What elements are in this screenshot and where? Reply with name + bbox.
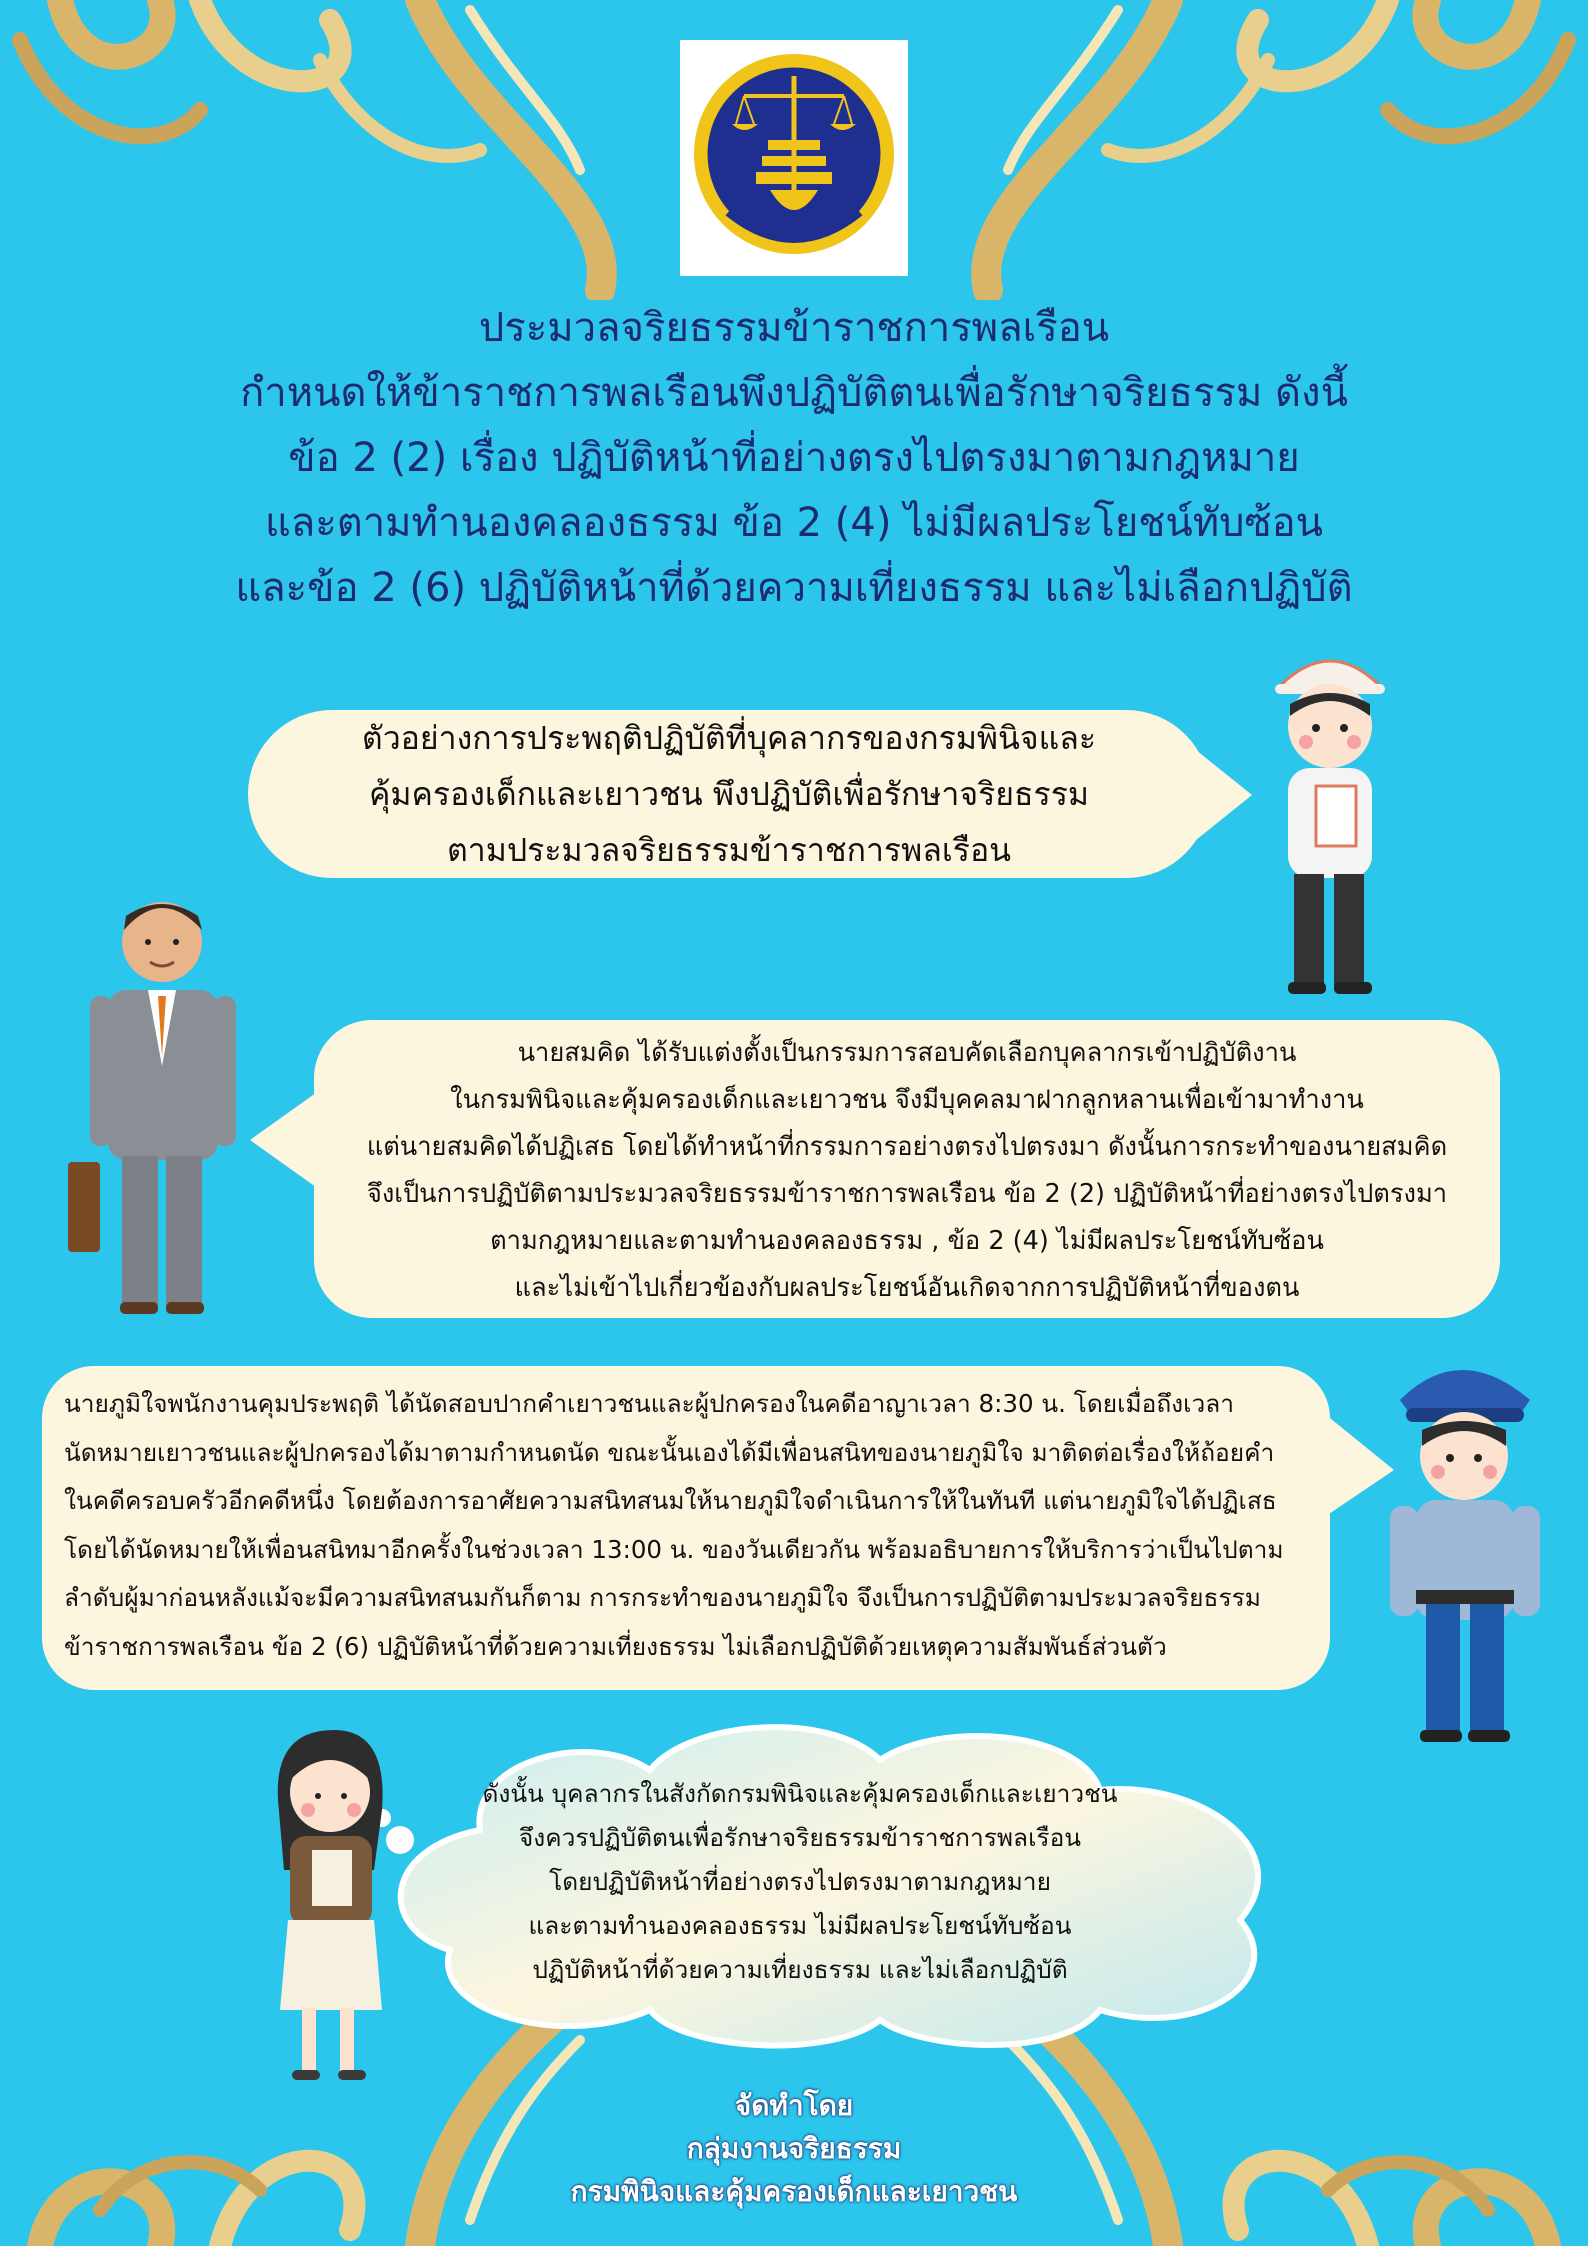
example-1-speech-bubble — [314, 1020, 1500, 1318]
conclusion-cloud — [420, 1772, 1180, 1992]
title-line: ข้อ 2 (2) เรื่อง ปฏิบัติหน้าที่อย่างตรงไปตรงมาตามกฎหมาย — [288, 435, 1300, 481]
gold-ornament-top-right-icon — [948, 0, 1588, 300]
title-line: และข้อ 2 (6) ปฏิบัติหน้าที่ด้วยความเที่ยงธรรม และไม่เลือกปฏิบัติ — [235, 565, 1353, 611]
conclusion-line: จึงควรปฏิบัติตนเพื่อรักษาจริยธรรมข้าราชการพลเรือน — [518, 1823, 1082, 1852]
title-block — [100, 296, 1488, 621]
example-1-line: และไม่เข้าไปเกี่ยวข้องกับผลประโยชน์อันเกิดจากการปฏิบัติหน้าที่ของตน — [514, 1273, 1300, 1303]
credits-line: กลุ่มงานจริยธรรม — [686, 2132, 902, 2165]
intro-line: ตามประมวลจริยธรรมข้าราชการพลเรือน — [446, 831, 1012, 869]
example-2-line: นัดหมายเยาวชนและผู้ปกครองได้มาตามกำหนดนัด ขณะนั้นเองได้มีเพื่อนสนิทของนายภูมิใจ มาติดต่อเรื่องให้ถ้อยคำ — [64, 1437, 1275, 1467]
title-line: ประมวลจริยธรรมข้าราชการพลเรือน — [478, 305, 1110, 351]
example-2-speech-bubble — [42, 1366, 1330, 1690]
woman-character-icon — [254, 1720, 404, 2090]
example-1-line: ในกรมพินิจและคุ้มครองเด็กและเยาวชน จึงมีบุคคลมาฝากลูกหลานเพื่อเข้ามาทำงาน — [450, 1085, 1364, 1115]
example-2-line: ข้าราชการพลเรือน ข้อ 2 (6) ปฏิบัติหน้าที่ด้วยความเที่ยงธรรม ไม่เลือกปฏิบัติด้วยเหตุความสัมพันธ์ส่วนตัว — [64, 1631, 1167, 1661]
title-line: กำหนดให้ข้าราชการพลเรือนพึงปฏิบัติตนเพื่อรักษาจริยธรรม ดังนี้ — [240, 370, 1348, 416]
intro-line: คุ้มครองเด็กและเยาวชน พึงปฏิบัติเพื่อรักษาจริยธรรม — [368, 775, 1089, 813]
example-1-line: แต่นายสมคิดได้ปฏิเสธ โดยได้ทำหน้าที่กรรมการอย่างตรงไปตรงมา ดังนั้นการกระทำของนายสมคิด — [366, 1132, 1448, 1162]
credits — [480, 2084, 1108, 2213]
gold-ornament-top-left-icon — [0, 0, 640, 300]
logo-card — [680, 40, 908, 276]
businessman-character-icon — [66, 886, 256, 1320]
intro-speech-bubble — [248, 710, 1210, 878]
credits-line: จัดทำโดย — [734, 2089, 854, 2122]
police-officer-character-icon — [1370, 1350, 1550, 1750]
example-2-line: โดยได้นัดหมายให้เพื่อนสนิทมาอีกครั้งในช่วงเวลา 13:00 น. ของวันเดียวกัน พร้อมอธิบายการให้บริการว่าเป็นไปตาม — [64, 1534, 1284, 1564]
title-line: และตามทำนองคลองธรรม ข้อ 2 (4) ไม่มีผลประโยชน์ทับซ้อน — [264, 500, 1324, 546]
bubble-tail-left-icon — [250, 1090, 320, 1190]
example-2-line: ลำดับผู้มาก่อนหลังแม้จะมีความสนิทสนมกันก็ตาม การกระทำของนายภูมิใจ จึงเป็นการปฏิบัติตามประมวลจริยธรรม — [64, 1583, 1261, 1612]
example-2-line: นายภูมิใจพนักงานคุมประพฤติ ได้นัดสอบปากคำเยาวชนและผู้ปกครองในคดีอาญาเวลา 8:30 น. โดยเมื่อถึงเวลา — [64, 1389, 1235, 1418]
conclusion-line: ดังนั้น บุคลากรในสังกัดกรมพินิจและคุ้มครองเด็กและเยาวชน — [482, 1779, 1118, 1808]
example-1-line: ตามกฎหมายและตามทำนองคลองธรรม , ข้อ 2 (4) ไม่มีผลประโยชน์ทับซ้อน — [490, 1226, 1324, 1256]
example-1-line: นายสมคิด ได้รับแต่งตั้งเป็นกรรมการสอบคัดเลือกบุคลากรเข้าปฏิบัติงาน — [517, 1038, 1297, 1068]
conclusion-line: และตามทำนองคลองธรรม ไม่มีผลประโยชน์ทับซ้อน — [528, 1911, 1072, 1940]
credits-line: กรมพินิจและคุ้มครองเด็กและเยาวชน — [570, 2175, 1018, 2208]
intro-line: ตัวอย่างการประพฤติปฏิบัติที่บุคลากรของกรมพินิจและ — [361, 719, 1097, 757]
example-1-line: จึงเป็นการปฏิบัติตามประมวลจริยธรรมข้าราชการพลเรือน ข้อ 2 (2) ปฏิบัติหน้าที่อย่างตรงไปตรงมา — [366, 1179, 1448, 1209]
conclusion-line: โดยปฏิบัติหน้าที่อย่างตรงไปตรงมาตามกฎหมาย — [549, 1867, 1051, 1896]
example-2-line: ในคดีครอบครัวอีกคดีหนึ่ง โดยต้องการอาศัยความสนิทสนมให้นายภูมิใจดำเนินการให้ในทันที แต่นายภูมิใจได้ปฏิเสธ — [64, 1486, 1277, 1515]
ministry-seal-icon — [680, 40, 908, 276]
worker-character-icon — [1250, 646, 1410, 1000]
conclusion-line: ปฏิบัติหน้าที่ด้วยความเที่ยงธรรม และไม่เลือกปฏิบัติ — [532, 1955, 1068, 1984]
